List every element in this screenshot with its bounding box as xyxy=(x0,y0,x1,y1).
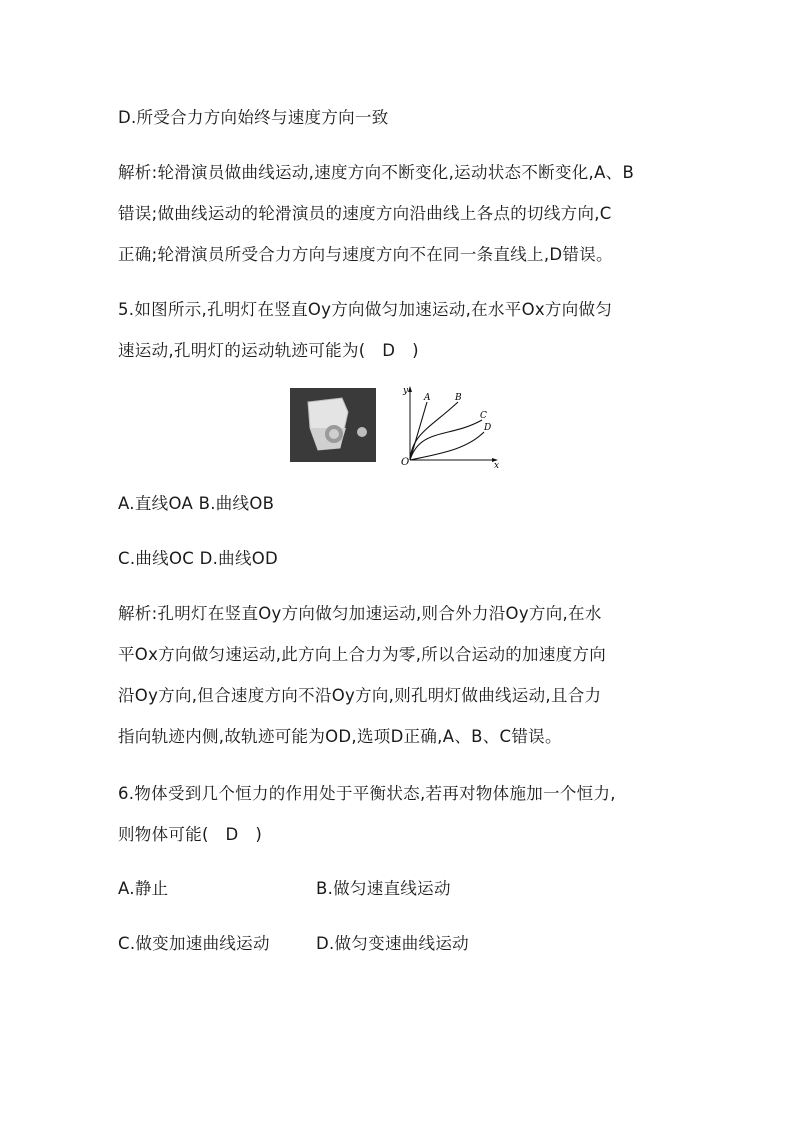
q5-figure xyxy=(290,384,510,474)
q6-option-a: A.静止 xyxy=(118,879,169,898)
q5-analysis-line-4: 指向轨迹内侧,故轨迹可能为OD,选项D正确,A、B、C错误。 xyxy=(118,727,562,746)
q4-analysis-line-1: 解析:轮滑演员做曲线运动,速度方向不断变化,运动状态不断变化,A、B xyxy=(118,163,635,182)
q6-options-row-2 xyxy=(118,933,469,955)
q6-stem-line-2: 则物体可能( D ) xyxy=(118,825,263,844)
q5-stem-line-2: 速运动,孔明灯的运动轨迹可能为( D ) xyxy=(118,341,419,360)
trajectory-graph xyxy=(400,384,500,470)
curve-c-label: C xyxy=(480,411,487,421)
y-axis-arrow-icon xyxy=(408,386,412,392)
q5-analysis-line-3: 沿Oy方向,但合速度方向不沿Oy方向,则孔明灯做曲线运动,且合力 xyxy=(118,686,602,705)
q4-option-d: D.所受合力方向始终与速度方向一致 xyxy=(118,108,389,127)
sky-lantern-icon xyxy=(290,388,376,462)
q5-analysis-line-2: 平Ox方向做匀速运动,此方向上合力为零,所以合运动的加速度方向 xyxy=(118,645,607,664)
q5-analysis-line-1: 解析:孔明灯在竖直Oy方向做匀加速运动,则合外力沿Oy方向,在水 xyxy=(118,604,602,623)
q5-stem-line-1: 5.如图所示,孔明灯在竖直Oy方向做匀加速运动,在水平Ox方向做匀 xyxy=(118,300,613,319)
q6-option-b: B.做匀速直线运动 xyxy=(316,879,451,898)
q4-analysis-line-3: 正确;轮滑演员所受合力方向与速度方向不在同一条直线上,D错误。 xyxy=(118,245,613,264)
curve-b-label: B xyxy=(455,393,462,403)
sky-lantern-photo xyxy=(290,388,376,462)
q6-option-d: D.做匀变速曲线运动 xyxy=(316,934,469,953)
curve-d xyxy=(410,432,484,460)
y-axis-label: y xyxy=(403,386,409,396)
origin-label: O xyxy=(401,457,410,468)
q6-options-row-1 xyxy=(118,878,451,900)
q5-option-ab: A.直线OA B.曲线OB xyxy=(118,494,275,513)
q6-stem-line-1: 6.物体受到几个恒力的作用处于平衡状态,若再对物体施加一个恒力, xyxy=(118,784,616,803)
q6-option-c: C.做变加速曲线运动 xyxy=(118,934,270,953)
curve-c xyxy=(410,420,482,460)
curve-a-label: A xyxy=(424,393,431,403)
x-axis-label: x xyxy=(494,461,500,470)
q5-option-cd: C.曲线OC D.曲线OD xyxy=(118,549,279,568)
curve-d-label: D xyxy=(484,423,492,433)
q4-analysis-line-2: 错误;做曲线运动的轮滑演员的速度方向沿曲线上各点的切线方向,C xyxy=(118,204,612,223)
